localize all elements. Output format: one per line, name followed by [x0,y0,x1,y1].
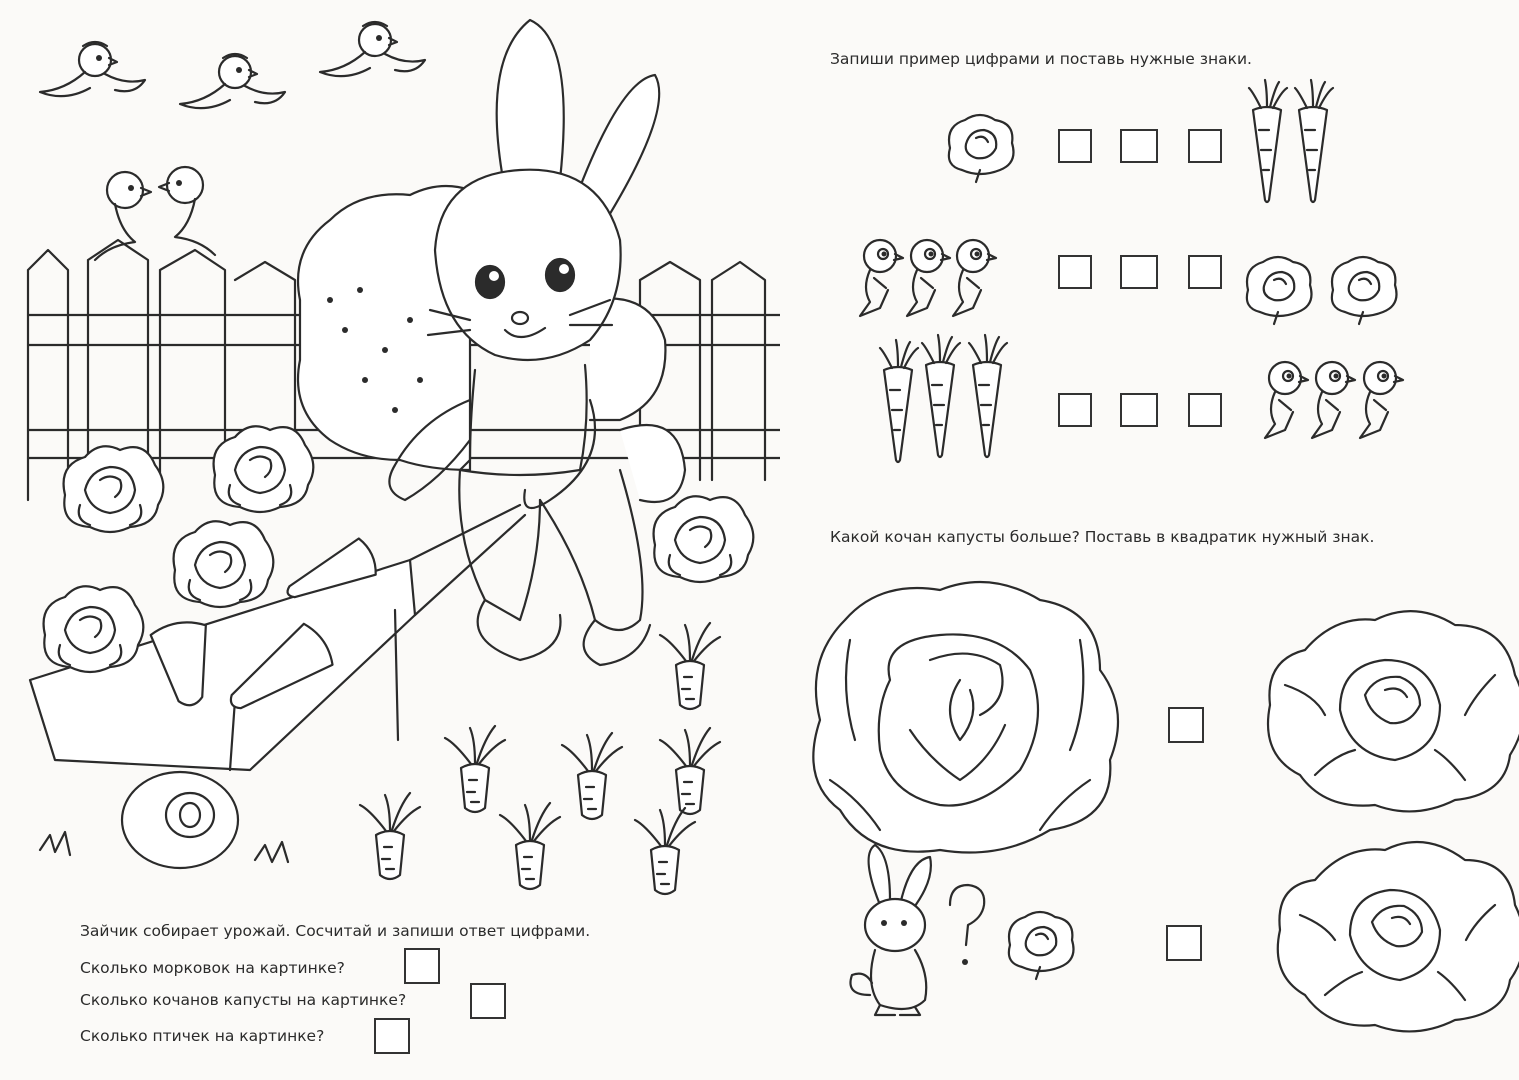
task1-row3-box1[interactable] [1058,393,1092,427]
rose-cabbage-2 [1278,842,1519,1031]
question-cabbages: Сколько кочанов капусты на картинке? [80,991,407,1009]
task1-row3-box3[interactable] [1188,393,1222,427]
task2-compare-box-1[interactable] [1168,707,1204,743]
task1-row1-box1[interactable] [1058,129,1092,163]
rose-cabbage-1 [1268,611,1519,811]
question-birds: Сколько птичек на картинке? [80,1027,325,1045]
harvest-illustration [0,0,780,900]
task1-row2-box2[interactable] [1120,255,1158,289]
task1-instruction: Запиши пример цифрами и поставь нужные знаки. [830,50,1252,68]
answer-box-carrots[interactable] [404,948,440,984]
task1-row1-box3[interactable] [1188,129,1222,163]
task2-instruction: Какой кочан капусты больше? Поставь в квадратик нужный знак. [830,528,1375,546]
question-mark [950,885,984,945]
task1-row1-box2[interactable] [1120,129,1158,163]
task1-row2-box1[interactable] [1058,255,1092,289]
question-carrots: Сколько морковок на картинке? [80,959,345,977]
task2-compare-box-2[interactable] [1166,925,1202,961]
task1-row3-box2[interactable] [1120,393,1158,427]
left-caption: Зайчик собирает урожай. Сосчитай и запиши ответ цифрами. [80,922,591,940]
big-cabbage [813,582,1118,853]
task1-row2-box3[interactable] [1188,255,1222,289]
answer-box-cabbages[interactable] [470,983,506,1019]
small-rabbit [850,845,930,1015]
answer-box-birds[interactable] [374,1018,410,1054]
